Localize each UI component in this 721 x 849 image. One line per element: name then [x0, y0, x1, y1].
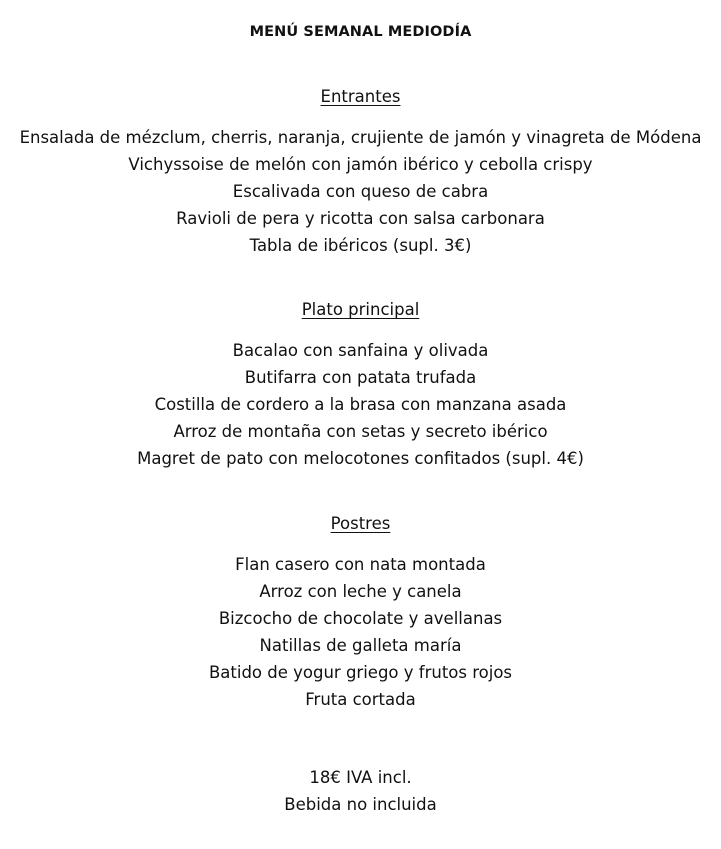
- menu-item: Vichyssoise de melón con jamón ibérico y cebolla crispy: [128, 155, 593, 174]
- menu-item: Costilla de cordero a la brasa con manzana asada: [154, 395, 567, 414]
- section-plato-principal: [0, 297, 721, 472]
- menu-item: Arroz de montaña con setas y secreto ibérico: [173, 422, 548, 441]
- menu-item: Ensalada de mézclum, cherris, naranja, crujiente de jamón y vinagreta de Módena: [19, 128, 702, 147]
- price-text: 18€ IVA incl.: [309, 768, 412, 787]
- menu-item: Magret de pato con melocotones confitados (supl. 4€): [137, 449, 584, 468]
- menu-item: Fruta cortada: [305, 690, 416, 709]
- menu-item: Escalivada con queso de cabra: [232, 182, 489, 201]
- menu-item: Batido de yogur griego y frutos rojos: [208, 663, 513, 682]
- section-heading: Entrantes: [320, 87, 401, 106]
- drinks-note: Bebida no incluida: [284, 795, 437, 814]
- page-title: MENÚ SEMANAL MEDIODÍA: [249, 24, 472, 40]
- section-entrantes: [0, 84, 721, 259]
- menu-item: Arroz con leche y canela: [259, 582, 462, 601]
- menu-item: Tabla de ibéricos (supl. 3€): [249, 236, 472, 255]
- section-heading: Plato principal: [301, 300, 420, 319]
- menu-item: Bizcocho de chocolate y avellanas: [218, 609, 503, 628]
- menu-item: Natillas de galleta maría: [259, 636, 462, 655]
- menu-item: Butifarra con patata trufada: [244, 368, 477, 387]
- menu-item: Bacalao con sanfaina y olivada: [232, 341, 489, 360]
- section-postres: [0, 511, 721, 713]
- menu-footer: [0, 764, 721, 818]
- section-heading: Postres: [330, 514, 391, 533]
- menu-item: Ravioli de pera y ricotta con salsa carbonara: [176, 209, 545, 228]
- menu-item: Flan casero con nata montada: [235, 555, 486, 574]
